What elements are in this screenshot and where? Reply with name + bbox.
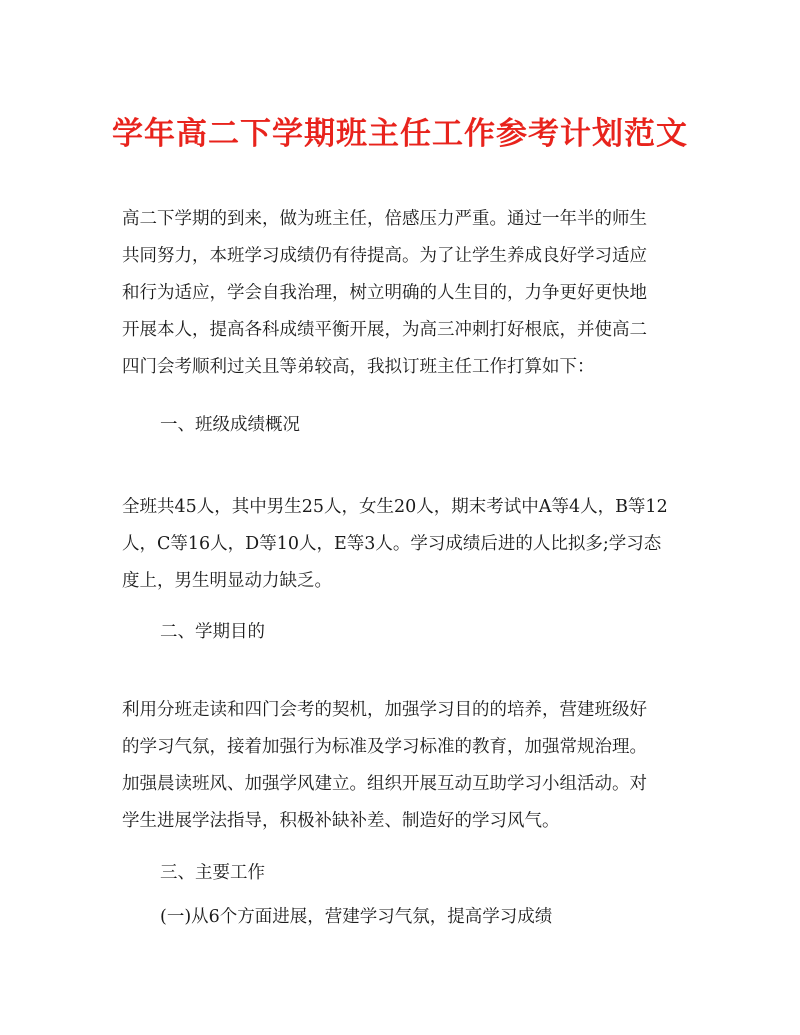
term-goals-paragraph: 利用分班走读和四门会考的契机，加强学习目的的培养，营建班级好 的学习气氛，接着加强行为标准及学习标准的教育，加强常规治理。 加强晨读班风、加强学风建立。组织开展互动互助学习小组活动。对 学生进展学法指导，积极补缺补差、制造好的学习风气。 [122, 700, 647, 831]
section-heading-main-work: 三、主要工作 [160, 863, 265, 883]
section-heading-term-goals: 二、学期目的 [160, 622, 265, 642]
document-title: 学年高二下学期班主任工作参考计划范文 [112, 116, 688, 152]
subsection-heading-six-aspects: (一)从6个方面进展，营建学习气氛，提高学习成绩 [160, 907, 553, 927]
intro-paragraph: 高二下学期的到来，做为班主任，倍感压力严重。通过一年半的师生 共同努力，本班学习成绩仍有待提高。为了让学生养成良好学习适应 和行为适应，学会自我治理，树立明确的人生目的，力争更好更快地 开展本人，提高各科成绩平衡开展，为高三冲刺打好根底，并使高二 四门会考顺利过关且等弟较高，我拟订班主任工作打算如下： [122, 209, 647, 377]
class-overview-paragraph: 全班共45人，其中男生25人，女生20人，期末考试中A等4人，B等12 人，C等16人，D等10人，E等3人。学习成绩后进的人比拟多;学习态 度上，男生明显动力缺乏。 [122, 497, 668, 591]
section-heading-class-overview: 一、班级成绩概况 [160, 415, 300, 435]
